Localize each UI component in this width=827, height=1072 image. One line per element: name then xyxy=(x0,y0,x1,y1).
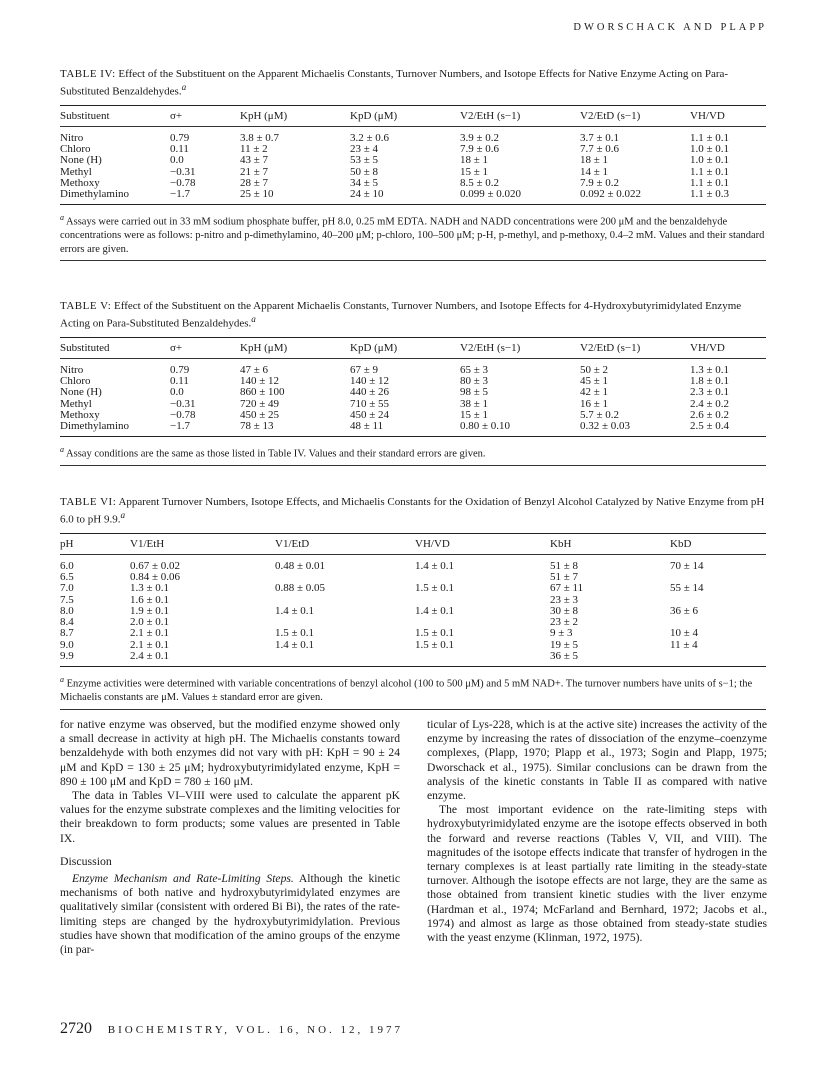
column-header: σ+ xyxy=(170,109,183,122)
table-cell: Dimethylamino xyxy=(60,188,130,201)
table-cell: 50 ± 8 xyxy=(350,165,379,178)
table-cell: −0.31 xyxy=(170,165,196,178)
table-cell: 98 ± 5 xyxy=(460,386,489,399)
table-row xyxy=(60,554,766,572)
table-cell: 7.0 xyxy=(60,582,74,595)
table-cell: 0.84 ± 0.06 xyxy=(130,570,181,583)
table-cell: 8.7 xyxy=(60,627,74,640)
table-row xyxy=(60,189,766,200)
table-cell: 36 ± 6 xyxy=(670,604,699,617)
table-5-grid xyxy=(60,338,766,433)
body-paragraph: ticular of Lys-228, which is at the active site) increases the activity of the enzyme by increasing the rates of dissociation of the enzyme–coenzyme complexes, (Plapp, 1970; Plapp et al., 1973; Sogin and Plapp, 1975; Dworschack et al., 1975). Similar conclusions can be drawn from the analysis of the kinetic constants in Table II as compared with native enzyme. xyxy=(427,718,767,803)
column-header: V2/EtD (s−1) xyxy=(580,341,641,354)
table-5-footnote: $^a$ Assay conditions are the same as those listed in Table IV. Values and their standard errors are given. xyxy=(60,445,486,460)
table-cell: 440 ± 26 xyxy=(350,386,390,399)
table-cell: 3.7 ± 0.1 xyxy=(580,131,620,144)
table-cell: 10 ± 4 xyxy=(670,627,699,640)
column-header: Substituent xyxy=(60,109,110,122)
table-cell: 9.0 xyxy=(60,638,74,651)
table-6 xyxy=(60,496,766,710)
table-cell: Methoxy xyxy=(60,176,100,189)
table-row xyxy=(60,410,766,421)
table-cell: 1.1 ± 0.1 xyxy=(690,165,730,178)
table-cell: 3.9 ± 0.2 xyxy=(460,131,500,144)
table-cell: 1.4 ± 0.1 xyxy=(415,604,455,617)
table-row xyxy=(60,583,766,594)
table-cell: 1.5 ± 0.1 xyxy=(415,638,455,651)
table-cell: 34 ± 5 xyxy=(350,176,379,189)
table-cell: Chloro xyxy=(60,142,91,155)
table-row xyxy=(60,651,766,662)
table-cell: 1.1 ± 0.1 xyxy=(690,176,730,189)
table-cell: 450 ± 25 xyxy=(240,408,280,421)
table-cell: 51 ± 7 xyxy=(550,570,579,583)
table-cell xyxy=(275,651,415,662)
table-cell xyxy=(415,651,550,662)
table-4 xyxy=(60,68,766,261)
table-cell: 0.79 xyxy=(170,363,190,376)
running-head: DWORSCHACK AND PLAPP xyxy=(573,22,767,33)
column-header: V2/EtH (s−1) xyxy=(460,109,521,122)
column-header: VH/VD xyxy=(415,537,450,550)
table-cell: 51 ± 8 xyxy=(550,559,579,572)
table-cell: 15 ± 1 xyxy=(460,165,489,178)
table-cell: 2.4 ± 0.2 xyxy=(690,397,730,410)
table-cell: 9.9 xyxy=(60,650,74,663)
table-4-caption: TABLE IV: Effect of the Substituent on the Apparent Michaelis Constants, Turnover Numbers, and Isotope Effects for Native Enzyme Acting on Para-Substituted Benzaldehydes.$^a$ xyxy=(60,68,729,98)
table-cell: 1.5 ± 0.1 xyxy=(415,627,455,640)
table-cell: 53 ± 5 xyxy=(350,154,379,167)
column-header: KbH xyxy=(550,537,572,550)
table-6-grid xyxy=(60,534,766,663)
table-cell: 0.88 ± 0.05 xyxy=(275,582,326,595)
table-cell: 11 ± 4 xyxy=(670,638,698,651)
column-header: V1/EtD xyxy=(275,537,310,550)
table-cell: 1.4 ± 0.1 xyxy=(275,638,315,651)
table-cell: 1.4 ± 0.1 xyxy=(415,559,455,572)
table-cell: 9 ± 3 xyxy=(550,627,573,640)
table-row xyxy=(60,387,766,398)
table-cell: 1.6 ± 0.1 xyxy=(130,593,170,606)
table-5-caption: TABLE V: Effect of the Substituent on the Apparent Michaelis Constants, Turnover Numbers, and Isotope Effects for 4-Hydroxybutyrimidylated Enzyme Acting on Para-Substituted Benzaldehydes.$^a$ xyxy=(60,300,742,330)
table-4-footnote: $^a$ Assays were carried out in 33 mM sodium phosphate buffer, pH 8.0, 0.25 mM EDTA. NADH and NADD concentrations were 200 μM and the benzaldehyde concentrations were as follows: p-nitro and p-dimethylamino, 40–200 μM; p-chloro, 100–500 μM; p-H, p-methyl, and p-methoxy, 0.4–2 mM. Values and their standard errors are given. xyxy=(60,213,765,255)
page-footer xyxy=(60,1020,403,1038)
table-cell: 0.48 ± 0.01 xyxy=(275,559,326,572)
table-cell: 11 ± 2 xyxy=(240,142,268,155)
column-header: KpD (μM) xyxy=(350,109,398,122)
table-cell: 1.4 ± 0.1 xyxy=(275,604,315,617)
table-cell: 0.099 ± 0.020 xyxy=(460,188,522,201)
table-row xyxy=(60,376,766,387)
table-cell: 6.5 xyxy=(60,570,74,583)
column-header: KpH (μM) xyxy=(240,109,288,122)
table-cell: 5.7 ± 0.2 xyxy=(580,408,620,421)
table-row xyxy=(60,399,766,410)
table-cell: 65 ± 3 xyxy=(460,363,489,376)
table-cell: 23 ± 4 xyxy=(350,142,379,155)
table-cell: 720 ± 49 xyxy=(240,397,280,410)
journal-citation: BIOCHEMISTRY, VOL. 16, NO. 12, 1977 xyxy=(107,1024,404,1036)
table-cell: 36 ± 5 xyxy=(550,650,579,663)
table-row xyxy=(60,167,766,178)
column-header: Substituted xyxy=(60,341,110,354)
table-row xyxy=(60,126,766,144)
table-cell: 30 ± 8 xyxy=(550,604,579,617)
table-cell: 16 ± 1 xyxy=(580,397,609,410)
table-cell: 78 ± 13 xyxy=(240,420,274,433)
table-cell: 18 ± 1 xyxy=(580,154,609,167)
table-cell: 1.0 ± 0.1 xyxy=(690,142,730,155)
table-cell: Nitro xyxy=(60,363,84,376)
table-cell: 38 ± 1 xyxy=(460,397,489,410)
table-cell: 50 ± 2 xyxy=(580,363,609,376)
table-cell: 21 ± 7 xyxy=(240,165,269,178)
table-cell: Dimethylamino xyxy=(60,420,130,433)
table-cell: Methoxy xyxy=(60,408,100,421)
table-cell: 1.0 ± 0.1 xyxy=(690,154,730,167)
column-header: KpD (μM) xyxy=(350,341,398,354)
table-cell: 80 ± 3 xyxy=(460,374,489,387)
table-cell: 0.11 xyxy=(170,374,189,387)
table-cell: 1.1 ± 0.1 xyxy=(690,131,730,144)
table-cell: 24 ± 10 xyxy=(350,188,384,201)
table-cell: 140 ± 12 xyxy=(240,374,280,387)
table-4-grid xyxy=(60,106,766,201)
table-row xyxy=(60,155,766,166)
column-header: VH/VD xyxy=(690,109,725,122)
table-cell: 6.0 xyxy=(60,559,74,572)
table-cell: 3.2 ± 0.6 xyxy=(350,131,390,144)
table-cell: 1.8 ± 0.1 xyxy=(690,374,730,387)
body-left-column xyxy=(60,718,400,957)
table-cell: 3.8 ± 0.7 xyxy=(240,131,280,144)
table-row xyxy=(60,178,766,189)
table-cell: None (H) xyxy=(60,386,102,399)
table-cell: −0.78 xyxy=(170,408,196,421)
table-row xyxy=(60,144,766,155)
table-cell: 2.4 ± 0.1 xyxy=(130,650,170,663)
table-cell: 2.0 ± 0.1 xyxy=(130,616,170,629)
table-cell: 2.5 ± 0.4 xyxy=(690,420,730,433)
table-cell: 710 ± 55 xyxy=(350,397,390,410)
table-cell: 7.5 xyxy=(60,593,74,606)
table-cell: 67 ± 11 xyxy=(550,582,584,595)
body-paragraph: Enzyme Mechanism and Rate-Limiting Steps. Although the kinetic mechanisms of both native and hydroxybutyrimidylated enzymes are qualitatively similar (consistent with ordered Bi Bi), the rates of the rate-limiting steps are changed by the hydroxybutyrimidylation. Previous studies have shown that modification of the amino groups of the enzyme (in par- xyxy=(60,872,400,957)
column-header: σ+ xyxy=(170,341,183,354)
column-header: pH xyxy=(60,537,74,550)
table-cell: 14 ± 1 xyxy=(580,165,609,178)
table-cell: 55 ± 14 xyxy=(670,582,704,595)
table-cell: 23 ± 2 xyxy=(550,616,579,629)
table-cell: 23 ± 3 xyxy=(550,593,579,606)
table-cell: 67 ± 9 xyxy=(350,363,379,376)
table-cell: Chloro xyxy=(60,374,91,387)
table-cell: 2.6 ± 0.2 xyxy=(690,408,730,421)
table-cell: −0.78 xyxy=(170,176,196,189)
table-cell: 1.1 ± 0.3 xyxy=(690,188,730,201)
column-header: V2/EtD (s−1) xyxy=(580,109,641,122)
table-cell: 1.9 ± 0.1 xyxy=(130,604,170,617)
table-cell: 0.092 ± 0.022 xyxy=(580,188,642,201)
table-cell: 19 ± 5 xyxy=(550,638,579,651)
column-header: KbD xyxy=(670,537,692,550)
table-cell: 2.3 ± 0.1 xyxy=(690,386,730,399)
table-cell: 0.0 xyxy=(170,386,184,399)
table-cell: Methyl xyxy=(60,165,92,178)
table-cell: 1.3 ± 0.1 xyxy=(130,582,170,595)
section-heading: Discussion xyxy=(60,853,112,868)
table-row xyxy=(60,358,766,376)
table-cell: 25 ± 10 xyxy=(240,188,274,201)
table-6-caption: TABLE VI: Apparent Turnover Numbers, Isotope Effects, and Michaelis Constants for the Oxidation of Benzyl Alcohol Catalyzed by Native Enzyme from pH 6.0 to pH 9.9.$^a$ xyxy=(60,496,765,526)
column-header: V1/EtH xyxy=(130,537,165,550)
table-cell: 1.3 ± 0.1 xyxy=(690,363,730,376)
table-cell: 42 ± 1 xyxy=(580,386,609,399)
table-cell: 0.80 ± 0.10 xyxy=(460,420,511,433)
table-cell: −1.7 xyxy=(170,188,190,201)
table-cell: 2.1 ± 0.1 xyxy=(130,638,170,651)
table-cell: 18 ± 1 xyxy=(460,154,489,167)
body-paragraph: The data in Tables VI–VIII were used to calculate the apparent pK values for the enzyme substrate complexes and the limiting velocities for their breakdown to form products; some values are presented in Table IX. xyxy=(60,789,400,845)
table-cell: 28 ± 7 xyxy=(240,176,269,189)
table-cell: 0.11 xyxy=(170,142,189,155)
table-cell: 43 ± 7 xyxy=(240,154,269,167)
table-row xyxy=(60,421,766,432)
table-cell: 1.5 ± 0.1 xyxy=(415,582,455,595)
table-cell: 45 ± 1 xyxy=(580,374,609,387)
table-cell: 7.9 ± 0.2 xyxy=(580,176,620,189)
table-cell: 47 ± 6 xyxy=(240,363,269,376)
table-cell: 860 ± 100 xyxy=(240,386,285,399)
table-cell: Nitro xyxy=(60,131,84,144)
table-cell: 8.0 xyxy=(60,604,74,617)
table-cell: 7.7 ± 0.6 xyxy=(580,142,620,155)
column-header: KpH (μM) xyxy=(240,341,288,354)
body-paragraph: The most important evidence on the rate-limiting steps with hydroxybutyrimidylated enzyme are the isotope effects observed in both the forward and reverse reactions (Tables V, VII, and VIII). The magnitudes of the isotope effects indicate that transfer of hydrogen in the ternary complexes is at least partially rate limiting in the steady-state turnover. Although the isotope effects are not large, they are the same as those obtained from transient kinetic studies with the liver enzyme (Hardman et al., 1974; McFarland and Bernhard, 1972; Jacobs et al., 1974) and almost as large as those obtained from steady-state studies with the yeast enzyme (Klinman, 1972, 1975). xyxy=(427,803,767,945)
table-cell: 0.67 ± 0.02 xyxy=(130,559,181,572)
body-paragraph: for native enzyme was observed, but the modified enzyme showed only a small decrease in activity at high pH. The Michaelis constants toward benzaldehyde with both enzymes did not vary with pH: KpH = 90 ± 24 μM and KpD = 130 ± 25 μM; hydroxybutyrimidylated enzyme, KpH = 890 ± 100 μM and KpD = 780 ± 160 μM. xyxy=(60,718,400,788)
table-cell: 70 ± 14 xyxy=(670,559,704,572)
table-cell: 140 ± 12 xyxy=(350,374,390,387)
table-cell: 0.0 xyxy=(170,154,184,167)
table-5 xyxy=(60,300,766,466)
body-right-column xyxy=(427,718,767,945)
table-cell: 0.79 xyxy=(170,131,190,144)
table-cell: 7.9 ± 0.6 xyxy=(460,142,500,155)
table-cell xyxy=(670,651,766,662)
table-6-footnote: $^a$ Enzyme activities were determined with variable concentrations of benzyl alcohol (100 to 500 μM) and 5 mM NAD+. The turnover numbers have units of s−1; the Michaelis constants are μM. Values ± standard error are given. xyxy=(60,675,753,704)
table-cell: 450 ± 24 xyxy=(350,408,390,421)
table-cell: Methyl xyxy=(60,397,92,410)
table-cell: 0.32 ± 0.03 xyxy=(580,420,631,433)
table-cell: 8.4 xyxy=(60,616,74,629)
page-number: 2720 xyxy=(60,1020,92,1037)
table-cell: −0.31 xyxy=(170,397,196,410)
table-cell: 15 ± 1 xyxy=(460,408,489,421)
table-cell: None (H) xyxy=(60,154,102,167)
table-cell: −1.7 xyxy=(170,420,190,433)
table-cell: 2.1 ± 0.1 xyxy=(130,627,170,640)
table-cell: 8.5 ± 0.2 xyxy=(460,176,500,189)
column-header: VH/VD xyxy=(690,341,725,354)
table-cell: 48 ± 11 xyxy=(350,420,384,433)
column-header: V2/EtH (s−1) xyxy=(460,341,521,354)
table-cell: 1.5 ± 0.1 xyxy=(275,627,315,640)
